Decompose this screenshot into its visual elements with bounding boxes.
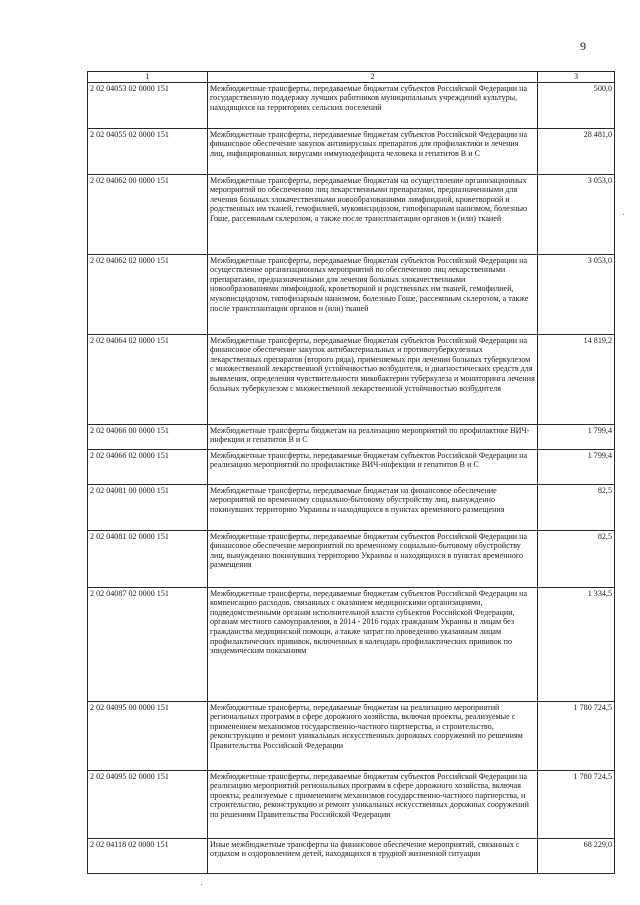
budget-description: Межбюджетные трансферты, передаваемые бюджетам субъектов Российской Федерации на финансовое обеспечение мероприятий по временному социально-бытовому обустройству лиц, вынужденно покинувших территорию Украины и находящихся в пунктах временного размещения [208, 530, 538, 587]
budget-amount: 1 334,5 [538, 587, 615, 701]
budget-table [87, 71, 615, 874]
budget-description: Межбюджетные трансферты, передаваемые бюджетам субъектов Российской Федерации на финансовое обеспечение закупок антибактериальных и противотуберкулезных лекарственных препаратов (второго ряда), применяемых при лечении больных туберкулезом с множественной лекарственной устойчивостью возбудителя, и диагностических средств для выявления, определения чувствительности микобактерии туберкулеза и мониторинга лечения больных туберкулезом с множественной лекарственной устойчивостью возбудителя [208, 334, 538, 424]
table-row [88, 484, 615, 530]
budget-description: Межбюджетные трансферты, передаваемые бюджетам субъектов Российской Федерации на реализацию мероприятий по профилактике ВИЧ-инфекции и гепатитов В и С [208, 449, 538, 484]
scan-speck: · [200, 880, 204, 891]
budget-description: Межбюджетные трансферты, передаваемые бюджетам субъектов Российской Федерации на реализацию мероприятий региональных программ в сфере дорожного хозяйства, включая проекты, реализуемые с применением механизмов государственно-частного партнерства, и строительство, реконструкцию и ремонт уникальных искусственных дорожных сооружений по решениям Правительства Российской Федерации [208, 770, 538, 838]
table-row [88, 128, 615, 174]
budget-description: Межбюджетные трансферты, передаваемые бюджетам на реализацию мероприятий региональных программ в сфере дорожного хозяйства, включая проекты, реализуемые с применением механизмов государственно-частного партнерства, и строительство, реконструкцию и ремонт уникальных искусственных дорожных сооружений по решениям Правительства Российской Федерации [208, 701, 538, 770]
budget-code: 2 02 04053 02 0000 151 [88, 82, 208, 128]
table-row [88, 701, 615, 770]
budget-amount: 68 229,0 [538, 838, 615, 873]
table-row [88, 770, 615, 838]
budget-amount: 14 819,2 [538, 334, 615, 424]
budget-amount: 3 053,0 [538, 254, 615, 334]
budget-code: 2 02 04095 00 0000 151 [88, 701, 208, 770]
budget-description: Иные межбюджетные трансферты на финансовое обеспечение мероприятий, связанных с отдыхом и оздоровлением детей, находящихся в трудной жизненной ситуации [208, 838, 538, 873]
budget-description: Межбюджетные трансферты бюджетам на реализацию мероприятий по профилактике ВИЧ-инфекции и гепатитов В и С [208, 424, 538, 449]
table-row [88, 838, 615, 873]
budget-amount: 1 799,4 [538, 424, 615, 449]
table-row [88, 424, 615, 449]
budget-amount: 1 780 724,5 [538, 770, 615, 838]
budget-code: 2 02 04062 00 0000 151 [88, 174, 208, 254]
budget-description: Межбюджетные трансферты, передаваемые бюджетам субъектов Российской Федерации на финансовое обеспечение закупок антивирусных препаратов для профилактики и лечения лиц, инфицированных вирусами иммунодефицита человека и гепатитов В и С [208, 128, 538, 174]
budget-description: Межбюджетные трансферты, передаваемые бюджетам субъектов Российской Федерации на государственную поддержку лучших работников муниципальных учреждений культуры, находящихся на территориях сельских поселений [208, 82, 538, 128]
budget-code: 2 02 04081 02 0000 151 [88, 530, 208, 587]
budget-description: Межбюджетные трансферты, передаваемые бюджетам субъектов Российской Федерации на осуществление организационных мероприятий по обеспечению лиц лекарственными препаратами, предназначенными для лечения больных злокачественными новообразованиями лимфоидной, кроветворной и родственных им тканей, гемофилией, муковисцидозом, гипофизарным нанизмом, болезнью Гоше, рассеянным склерозом, а также после трансплантации органов и (или) тканей [208, 254, 538, 334]
budget-code: 2 02 04055 02 0000 151 [88, 128, 208, 174]
budget-description: Межбюджетные трансферты, передаваемые бюджетам на финансовое обеспечение мероприятий по временному социально-бытовому обустройству лиц, вынужденно покинувших территорию Украины и находящихся в пунктах временного размещения [208, 484, 538, 530]
budget-code: 2 02 04064 02 0000 151 [88, 334, 208, 424]
scan-speck: · [622, 210, 626, 221]
table-row [88, 174, 615, 254]
budget-amount: 1 780 724,5 [538, 701, 615, 770]
table-row [88, 449, 615, 484]
page-number: 9 [580, 39, 586, 53]
table-header-row [88, 72, 615, 83]
budget-code: 2 02 04066 02 0000 151 [88, 449, 208, 484]
budget-amount: 82,5 [538, 484, 615, 530]
budget-amount: 500,0 [538, 82, 615, 128]
budget-amount: 82,5 [538, 530, 615, 587]
column-header-amount: 3 [538, 72, 615, 83]
budget-code: 2 02 04066 00 0000 151 [88, 424, 208, 449]
budget-amount: 28 481,0 [538, 128, 615, 174]
budget-code: 2 02 04095 02 0000 151 [88, 770, 208, 838]
budget-amount: 3 053,0 [538, 174, 615, 254]
budget-description: Межбюджетные трансферты, передаваемые бюджетам субъектов Российской Федерации на компенсацию расходов, связанных с оказанием медицинскими организациями, подведомственными органам исполнительной власти субъектов Российской Федерации, органам местного самоуправления, в 2014 - 2016 годах гражданам Украины и лицам без гражданства медицинской помощи, а также затрат по проведению указанным лицам профилактических прививок, включенных в календарь профилактических прививок по эпидемическим показаниям [208, 587, 538, 701]
table-row [88, 82, 615, 128]
column-header-description: 2 [208, 72, 538, 83]
budget-code: 2 02 04062 02 0000 151 [88, 254, 208, 334]
table-row [88, 254, 615, 334]
budget-code: 2 02 04087 02 0000 151 [88, 587, 208, 701]
table-row [88, 587, 615, 701]
table-row [88, 530, 615, 587]
budget-amount: 1 799,4 [538, 449, 615, 484]
column-header-code: 1 [88, 72, 208, 83]
table-row [88, 334, 615, 424]
budget-code: 2 02 04118 02 0000 151 [88, 838, 208, 873]
budget-code: 2 02 04081 00 0000 151 [88, 484, 208, 530]
budget-description: Межбюджетные трансферты, передаваемые бюджетам на осуществление организационных мероприятий по обеспечению лиц лекарственными препаратами, предназначенными для лечения больных злокачественными новообразованиями лимфоидной, кроветворной и родственных им тканей, гемофилией, муковисцидозом, гипофизарным нанизмом, болезнью Гоше, рассеянным склерозом, а также после трансплантации органов и (или) тканей [208, 174, 538, 254]
